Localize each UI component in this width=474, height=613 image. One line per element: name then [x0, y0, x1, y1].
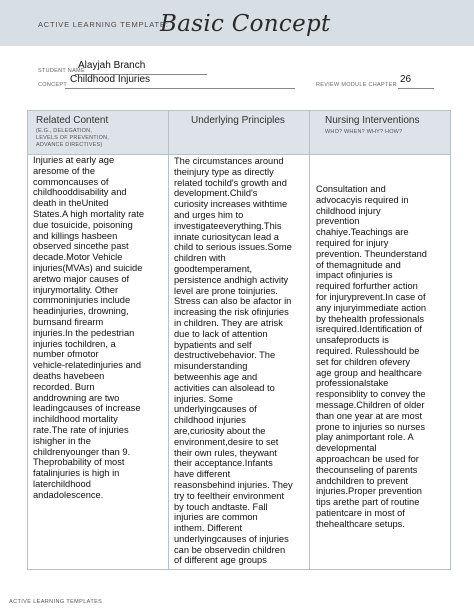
underlying-principles-title: Underlying Principles [191, 115, 285, 126]
nursing-interventions-column [309, 110, 451, 570]
related-content-text: Injuries at early age aresome of the commoncauses of childhooddisability and death in theUnited States.A high mortality rate due tosuicide, poisoning and killings hasbeen observed sincethe past decade.Motor Vehicle injuries(MVAs) and suicide aretwo major causes of injurymortality. Other commoninjuries include headinjuries, drowning, burnsand firearm injuries.In the pedestrian injuries tochildren, a number ofmotor vehicle-relatedinjuries and deaths havebeen recorded. Burn anddrowning are two leadingcauses of increase inchildhood mortality rate.The rate of injuries ishigher in the childrenyounger than 9. Theprobability of most fatalinjuries is high in laterchildhood andadolescence. [33, 155, 145, 500]
template-title: Basic Concept [160, 11, 331, 37]
underlying-principles-header [169, 111, 309, 155]
related-content-title: Related Content [36, 115, 109, 126]
underlying-principles-text: The circumstances around theinjury type as directly related tochild's growth and development.Child's curiosity increases withtime and urges him to investigateeverything.This innate curiositycan lead a child to serious issues.Some children with goodtemperament, persistence andhigh activity level are prone toinjuries. Stress can also be afactor in increasing the risk ofinjuries in children. They are atrisk due to lack of attention bypatients and self destructivebehavior. The misunderstanding betweenhis age and activities can alsolead to injuries. Some underlyingcauses of childhood injuries are,curiosity about the environment,desire to set their own rules, theywant their acceptance.Infants have different reasonsbehind injuries. They try to feeltheir environment by touch andtaste. Fall injuries are common inthem. Different underlyingcauses of injuries can be observedin children of different age groups [174, 156, 293, 566]
footer-text: ACTIVE LEARNING TEMPLATES [9, 599, 103, 605]
student-name-value: Alayjah Branch [78, 60, 146, 71]
underlying-principles-column [168, 110, 310, 570]
related-content-header [28, 111, 168, 155]
template-label: ACTIVE LEARNING TEMPLATE: [38, 20, 169, 29]
nursing-interventions-header [310, 111, 450, 155]
student-name-label: STUDENT NAME [38, 68, 85, 74]
nursing-interventions-subtitle: WHO? WHEN? WHY? HOW? [325, 129, 403, 135]
nursing-interventions-title: Nursing Interventions [325, 115, 420, 126]
related-content-column [27, 110, 169, 570]
template-header [0, 0, 474, 46]
nursing-interventions-text: Consultation and advocacyis required in childhood injury prevention chahiye.Teachings are required for injury prevention. Theunderstand of themagnitude and impact ofinjuries is required forfurther action for injuryprevent.In case of any injuryimmediate action by thehealth professionals isrequired.Identification of unsafeproducts is required. Rulesshould be set for children ofevery age group and healthcare professionalstake responsiblity to convey the message.Children of older than one year at are most prone to injuries so nurses play animportant role. A developmental approachcan be used for thecounseling of parents andchildren to prevent injuries.Proper prevention tips arethe part of routine patientcare in most of thehealthcare setups. [316, 184, 427, 529]
concept-label: CONCEPT [38, 82, 67, 88]
related-content-subtitle: (E.G., DELEGATION, LEVELS OF PREVENTION, ADVANCE DIRECTIVES) [36, 128, 109, 148]
module-chapter-label: REVIEW MODULE CHAPTER [316, 82, 397, 88]
module-chapter-value: 26 [400, 74, 412, 85]
concept-value: Childhood Injuries [70, 74, 151, 85]
